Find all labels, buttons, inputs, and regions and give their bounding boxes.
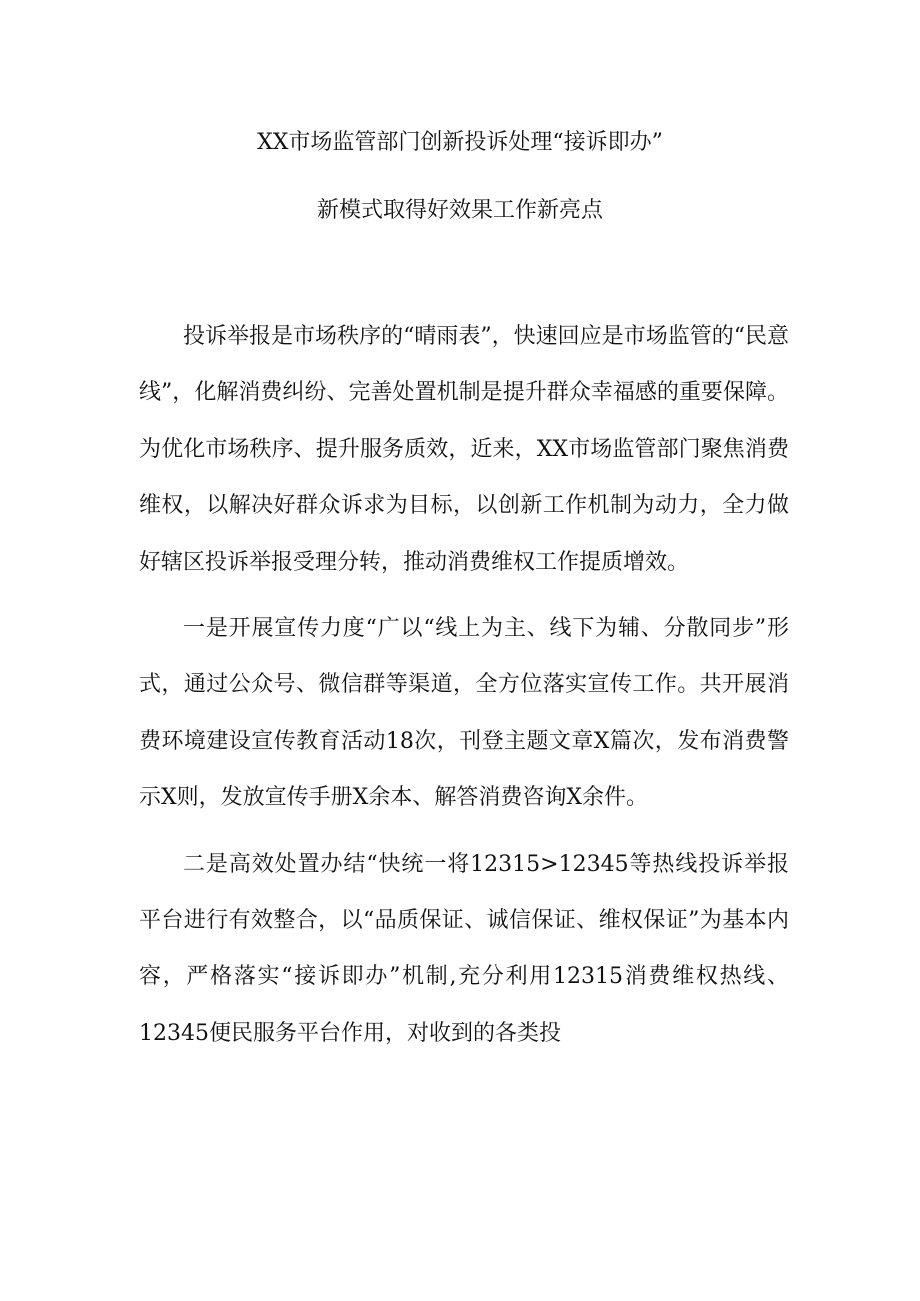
- document-title-line-2: 新模式取得好效果工作新亮点: [316, 198, 603, 223]
- paragraph-intro: 投诉举报是市场秩序的“晴雨表”，快速回应是市场监管的“民意线”，化解消费纠纷、完善处置机制是提升群众幸福感的重要保障。为优化市场秩序、提升服务质效，近来，XX市场监管部门聚焦消费维权，以解决好群众诉求为目标，以创新工作机制为动力，全力做好辖区投诉举报受理分转，推动消费维权工作提质增效。: [139, 324, 789, 575]
- paragraph-publicity: 一是开展宣传力度“广以“线上为主、线下为辅、分散同步”形式，通过公众号、微信群等渠道，全方位落实宣传工作。共开展消费环境建设宣传教育活动18次，刊登主题文章X篇次，发布消费警示X则，发放宣传手册X余本、解答消费咨询X余件。: [139, 616, 789, 811]
- document-title-line-1: XX市场监管部门创新投诉处理“接诉即办”: [257, 130, 663, 155]
- paragraph-handling: 二是高效处置办结“快统一将12315>12345等热线投诉举报平台进行有效整合，以“品质保证、诚信保证、维权保证”为基本内容，严格落实“接诉即办”机制,充分利用12315消费维权热线、12345便民服务平台作用，对收到的各类投: [139, 851, 789, 1046]
- document-body: [139, 309, 789, 1072]
